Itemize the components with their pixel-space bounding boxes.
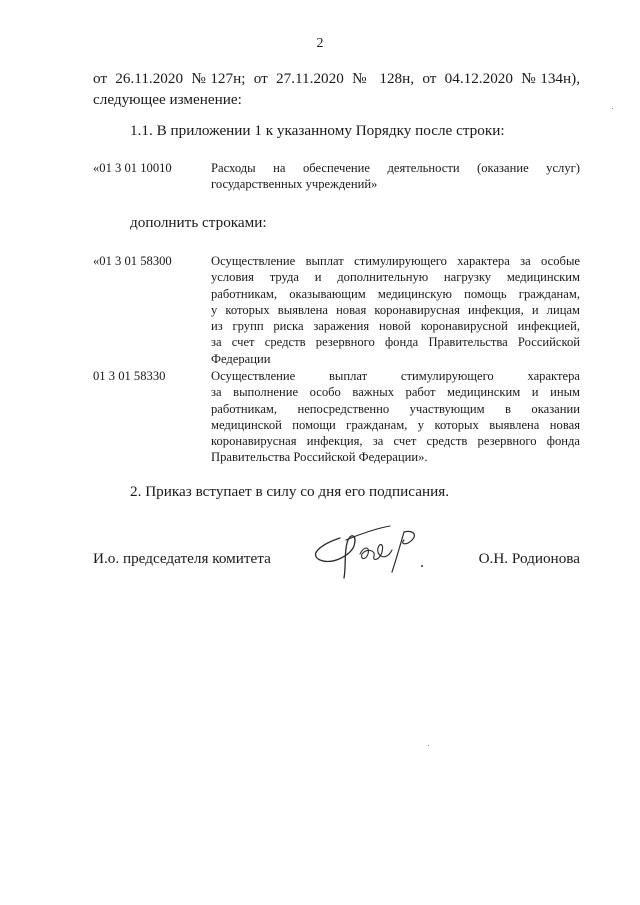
description-line: Правительства Российской Федерации». [211,450,428,465]
handwritten-signature [300,510,440,580]
intro-paragraph [93,68,580,110]
description-line: коронавирусная инфекция, за счет средств резервного фонда [211,434,580,449]
description-line: государственных учреждений» [211,177,378,192]
budget-code-description [211,368,580,466]
description-line: из групп риска заражения новой коронавирусной инфекцией, [211,319,580,334]
description-line: за выполнение особо важных работ медицинским и иным [211,385,580,400]
clause-2: 2. Приказ вступает в силу со дня его подписания. [130,483,449,500]
signatory-title: И.о. председателя комитета [93,550,271,567]
description-line: Федерации [211,351,271,366]
budget-code-description [211,253,580,367]
intro-line-2: следующее изменение: [93,91,242,108]
description-line: условия труда и дополнительную нагрузку медицинским [211,270,580,285]
intro-line-1: от 26.11.2020 №127н; от 27.11.2020 № 128н, от 04.12.2020 №134н), [93,70,580,87]
clause-1-1: 1.1. В приложении 1 к указанному Порядку после строки: [130,122,505,139]
budget-code: «01 3 01 58300 [93,254,172,268]
description-line: работникам, непосредственно участвующим в оказании [211,401,580,416]
description-line: Осуществление выплат стимулирующего характера [211,369,580,383]
budget-code-description [211,160,580,193]
description-line: работникам, оказывающим медицинскую помощь гражданам, [211,286,580,301]
page-number: 2 [316,36,324,51]
add-rows-label: дополнить строками: [130,214,267,231]
budget-code: «01 3 01 10010 [93,161,172,175]
scan-speck [428,745,429,746]
signatory-name: О.Н. Родионова [478,550,580,567]
description-line: Осуществление выплат стимулирующего характера за особые [211,254,580,268]
description-line: за счет средств резервного фонда Правительства Российской [211,335,580,350]
description-line: медицинской помощи гражданам, у которых выявлена новая [211,417,580,432]
budget-code: 01 3 01 58330 [93,369,166,383]
scan-speck [612,108,613,109]
description-line: Расходы на обеспечение деятельности (оказание услуг) [211,161,580,175]
description-line: у которых выявлена новая коронавирусная инфекция, и лицам [211,302,580,317]
